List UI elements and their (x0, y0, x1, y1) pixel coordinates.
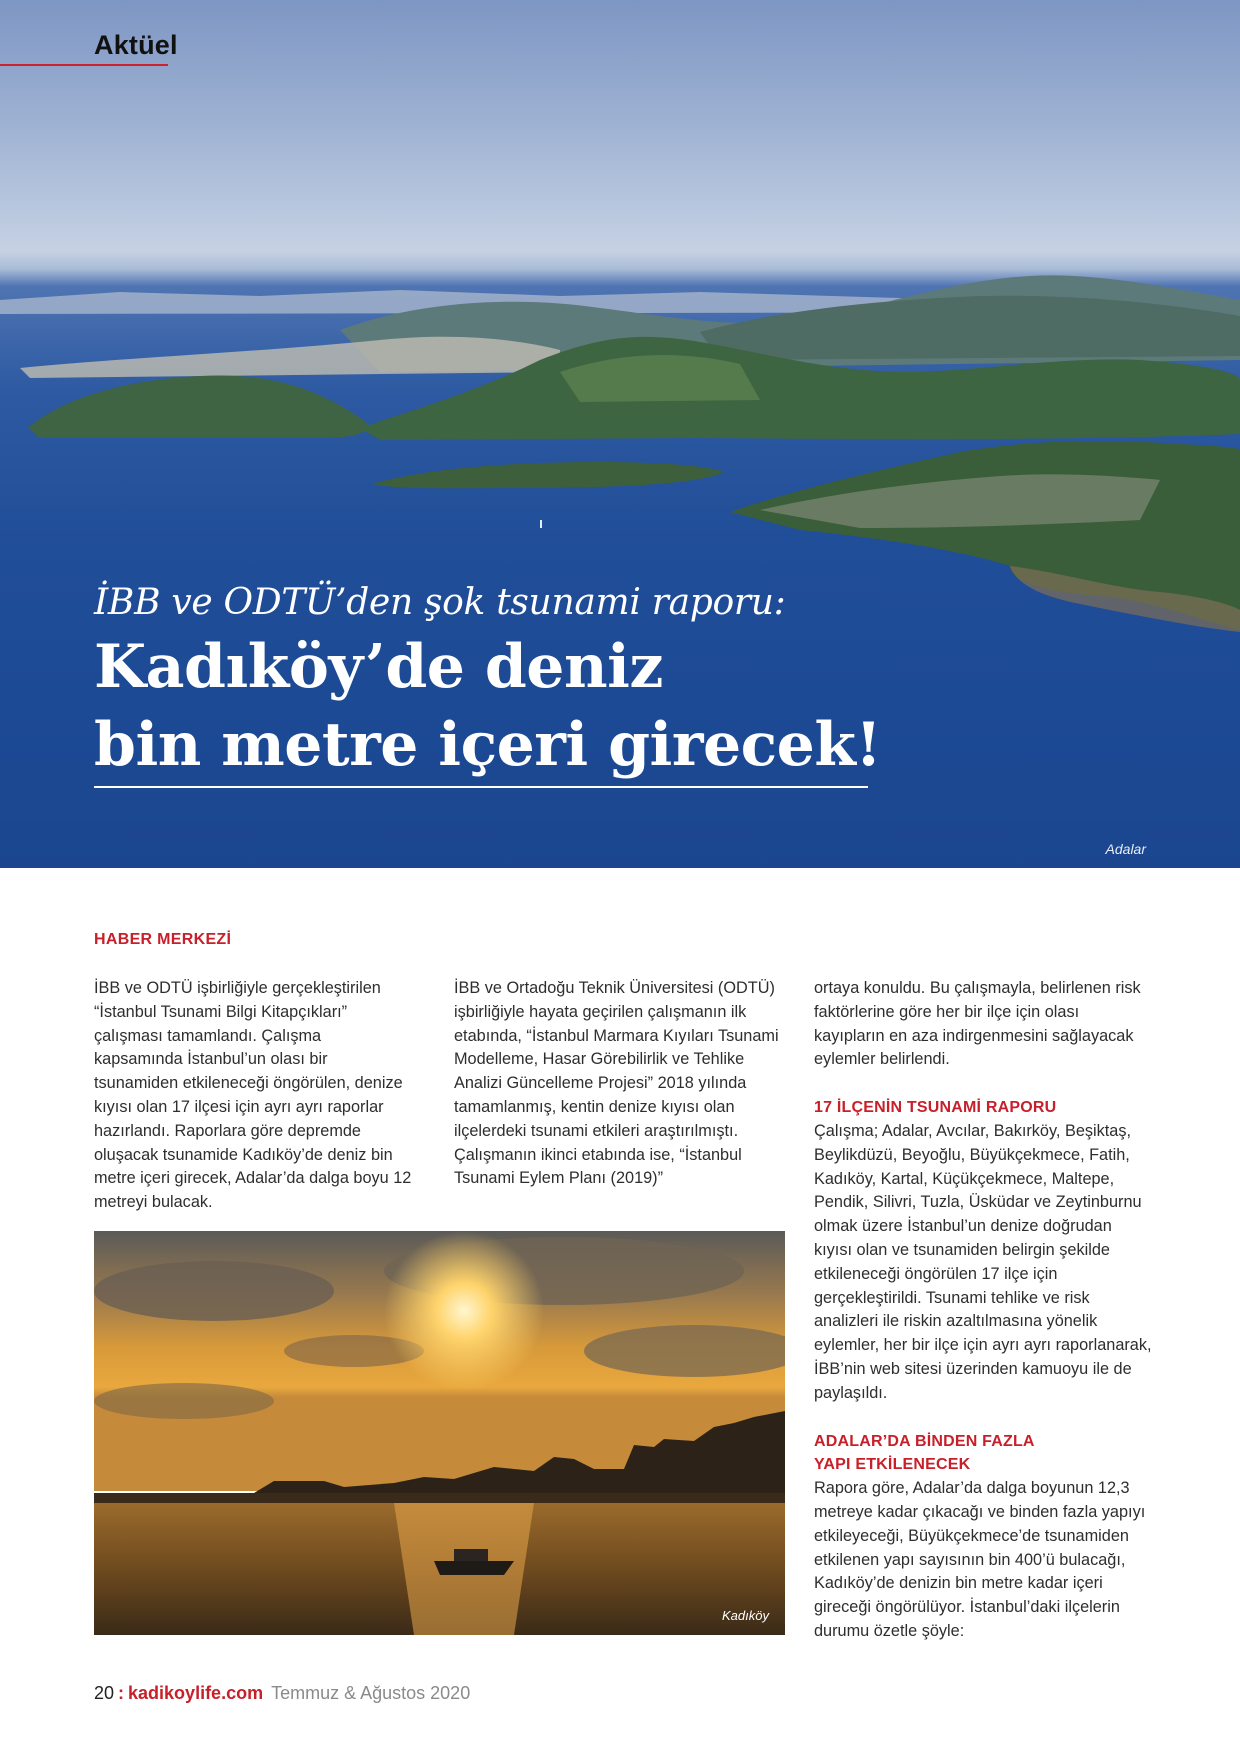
hero-photo-caption: Adalar (1105, 841, 1146, 857)
article-column-1 (94, 977, 414, 1215)
paragraph: Çalışma; Adalar, Avcılar, Bakırköy, Beşiktaş, Beylikdüzü, Beyoğlu, Büyükçekmece, Fatih, Kadıköy, Kartal, Küçükçekmece, Maltepe, Pendik, Silivri, Tuzla, Üsküdar ve Zeytinburnu olmak üzere İstanbul’un denize doğrudan kıyısı olan ve tsunamiden belirgin şekilde etkileneceği öngörülen 17 ilçe için gerçekleştirildi. Tsunami tehlike ve risk analizleri ile riskin azaltılmasına yönelik eylemler, her bir ilçe için ayrı ayrı raporlanarak, İBB’nin web sitesi üzerinden kamuoyu ile de paylaşıldı. (814, 1121, 1152, 1402)
section-rule (0, 64, 168, 66)
subheading-adalar-line-2: YAPI ETKİLENECEK (814, 1456, 971, 1474)
sunset-photo-caption: Kadıköy (722, 1608, 769, 1623)
issue-date: Temmuz & Ağustos 2020 (271, 1683, 471, 1703)
headline-line-2: bin metre içeri girecek! (94, 710, 882, 780)
headline-underline (94, 786, 868, 788)
paragraph: İBB ve Ortadoğu Teknik Üniversitesi (ODTÜ) işbirliğiyle hayata geçirilen çalışmanın ilk etabında, “İstanbul Marmara Kıyıları Tsunami Modelleme, Hasar Görebilirlik ve Tehlike Analizi Güncelleme Projesi” 2018 yılında tamamlanmış, kentin denize kıyısı olan ilçelerdeki tsunami etkileri araştırılmıştı. Çalışmanın ikinci etabında ise, “İstanbul Tsunami Eylem Planı (2019)” (454, 979, 779, 1188)
subheading-tsunami-report: 17 İLÇENİN TSUNAMİ RAPORU (814, 1099, 1057, 1117)
site-link[interactable]: kadikoylife.com (128, 1683, 264, 1703)
headline (94, 628, 881, 784)
sunset-scene (94, 1231, 785, 1635)
subheading-adalar (814, 1430, 1154, 1478)
byline: HABER MERKEZİ (94, 931, 232, 948)
paragraph: Rapora göre, Adalar’da dalga boyunun 12,3 metreye kadar çıkacağı ve binden fazla yapıyı etkileyeceği, Büyükçekmece’de tsunamiden etkilenen yapı sayısının bin 400’ü bulacağı, Kadıköy’de denizin bin metre kadar içeri gireceği öngörülüyor. İstanbul’daki ilçelerin durumu özetle şöyle: (814, 1479, 1146, 1640)
spacer (814, 1072, 1154, 1096)
spacer (814, 1406, 1154, 1430)
headline-line-1: Kadıköy’de deniz (94, 632, 663, 702)
page-footer (94, 1683, 470, 1704)
article-column-3 (814, 977, 1154, 1644)
headline-kicker: İBB ve ODTÜ’den şok tsunami raporu: (94, 582, 786, 623)
page-number: 20 (94, 1683, 115, 1703)
sunset-photo-kadikoy (94, 1231, 785, 1635)
section-label: Aktüel (94, 30, 178, 60)
article-column-2 (454, 977, 794, 1191)
subheading-adalar-line-1: ADALAR’DA BİNDEN FAZLA (814, 1432, 1035, 1450)
paragraph: ortaya konuldu. Bu çalışmayla, belirlenen risk faktörlerine göre her bir ilçe için olası kayıpların en aza indirgenmesini sağlayacak eylemler belirlendi. (814, 979, 1141, 1069)
paragraph: İBB ve ODTÜ işbirliğiyle gerçekleştirilen “İstanbul Tsunami Bilgi Kitapçıkları” çalışması tamamlandı. Çalışma kapsamında İstanbul’un olası bir tsunamiden etkileneceği öngörülen, denize kıyısı olan 17 ilçesi için ayrı ayrı raporlar hazırlandı. Raporlara göre depremde oluşacak tsunamide Kadıköy’de deniz bin metre içeri girecek, Adalar’da dalga boyu 12 metreyi bulacak. (94, 979, 412, 1212)
hero-photo-adalar (0, 0, 1240, 868)
footer-separator: : (118, 1683, 125, 1703)
